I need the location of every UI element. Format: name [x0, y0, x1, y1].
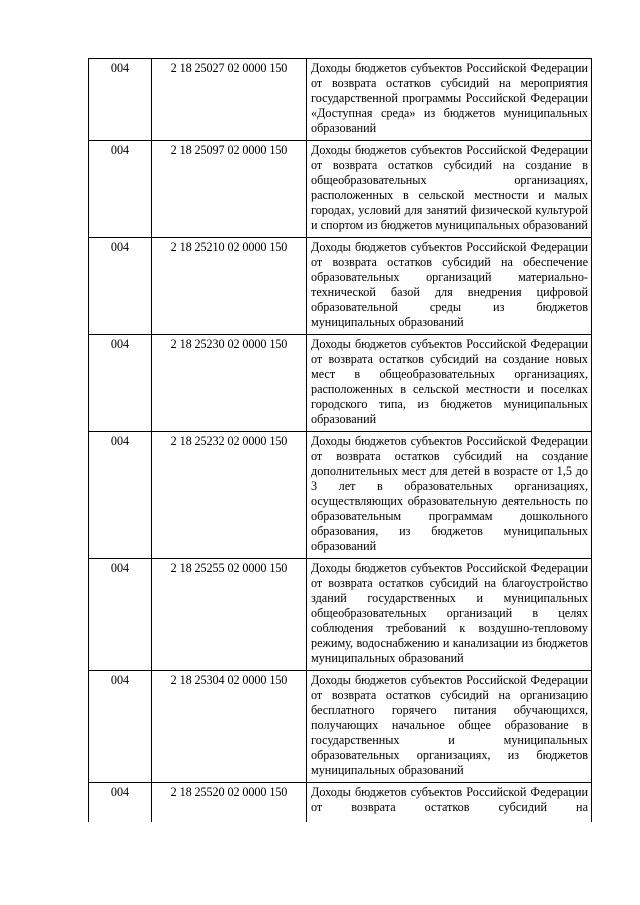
admin-code-cell: 004: [89, 783, 152, 823]
revenue-name-cell: Доходы бюджетов субъектов Российской Федерации от возврата остатков субсидий на создание в общеобразовательных организациях, расположенных в сельской местности и малых городах, условий для занятий физической культурой и спортом из бюджетов муниципальных образований: [307, 141, 592, 238]
budget-classification-code-cell: 2 18 25304 02 0000 150: [152, 671, 307, 783]
table-row: [89, 59, 592, 141]
budget-classification-code-cell: 2 18 25255 02 0000 150: [152, 559, 307, 671]
table-row: [89, 141, 592, 238]
revenue-name-cell: Доходы бюджетов субъектов Российской Федерации от возврата остатков субсидий на создание новых мест в общеобразовательных организациях, расположенных в сельской местности и поселках городского типа, из бюджетов муниципальных образований: [307, 335, 592, 432]
budget-classification-code-cell: 2 18 25027 02 0000 150: [152, 59, 307, 141]
admin-code-cell: 004: [89, 559, 152, 671]
admin-code-cell: 004: [89, 59, 152, 141]
admin-code-cell: 004: [89, 238, 152, 335]
table-row: [89, 559, 592, 671]
revenue-name-cell: Доходы бюджетов субъектов Российской Федерации от возврата остатков субсидий на мероприятия государственной программы Российской Федерации «Доступная среда» из бюджетов муниципальных образований: [307, 59, 592, 141]
table-row: [89, 783, 592, 823]
budget-classification-code-cell: 2 18 25210 02 0000 150: [152, 238, 307, 335]
admin-code-cell: 004: [89, 432, 152, 559]
table-row: [89, 671, 592, 783]
budget-classification-code-cell: 2 18 25230 02 0000 150: [152, 335, 307, 432]
revenue-name-cell: Доходы бюджетов субъектов Российской Федерации от возврата остатков субсидий на благоустройство зданий государственных и муниципальных общеобразовательных организаций в целях соблюдения требований к воздушно-тепловому режиму, водоснабжению и канализации из бюджетов муниципальных образований: [307, 559, 592, 671]
table-row: [89, 238, 592, 335]
admin-code-cell: 004: [89, 335, 152, 432]
budget-revenue-table: [88, 58, 592, 822]
revenue-name-cell: Доходы бюджетов субъектов Российской Федерации от возврата остатков субсидий на организацию бесплатного горячего питания обучающихся, получающих начальное общее образование в государственных и муниципальных образовательных организациях, из бюджетов муниципальных образований: [307, 671, 592, 783]
revenue-name-cell: Доходы бюджетов субъектов Российской Федерации от возврата остатков субсидий на создание дополнительных мест для детей в возрасте от 1,5 до 3 лет в образовательных организациях, осуществляющих образовательную деятельность по образовательным программам дошкольного образования, из бюджетов муниципальных образований: [307, 432, 592, 559]
budget-classification-code-cell: 2 18 25097 02 0000 150: [152, 141, 307, 238]
budget-classification-code-cell: 2 18 25520 02 0000 150: [152, 783, 307, 823]
revenue-name-cell: Доходы бюджетов субъектов Российской Федерации от возврата остатков субсидий на обеспечение образовательных организаций материально-технической базой для внедрения цифровой образовательной среды из бюджетов муниципальных образований: [307, 238, 592, 335]
budget-classification-code-cell: 2 18 25232 02 0000 150: [152, 432, 307, 559]
table-row: [89, 432, 592, 559]
revenue-name-cell: Доходы бюджетов субъектов Российской Федерации от возврата остатков субсидий на: [307, 783, 592, 823]
admin-code-cell: 004: [89, 671, 152, 783]
admin-code-cell: 004: [89, 141, 152, 238]
table-row: [89, 335, 592, 432]
